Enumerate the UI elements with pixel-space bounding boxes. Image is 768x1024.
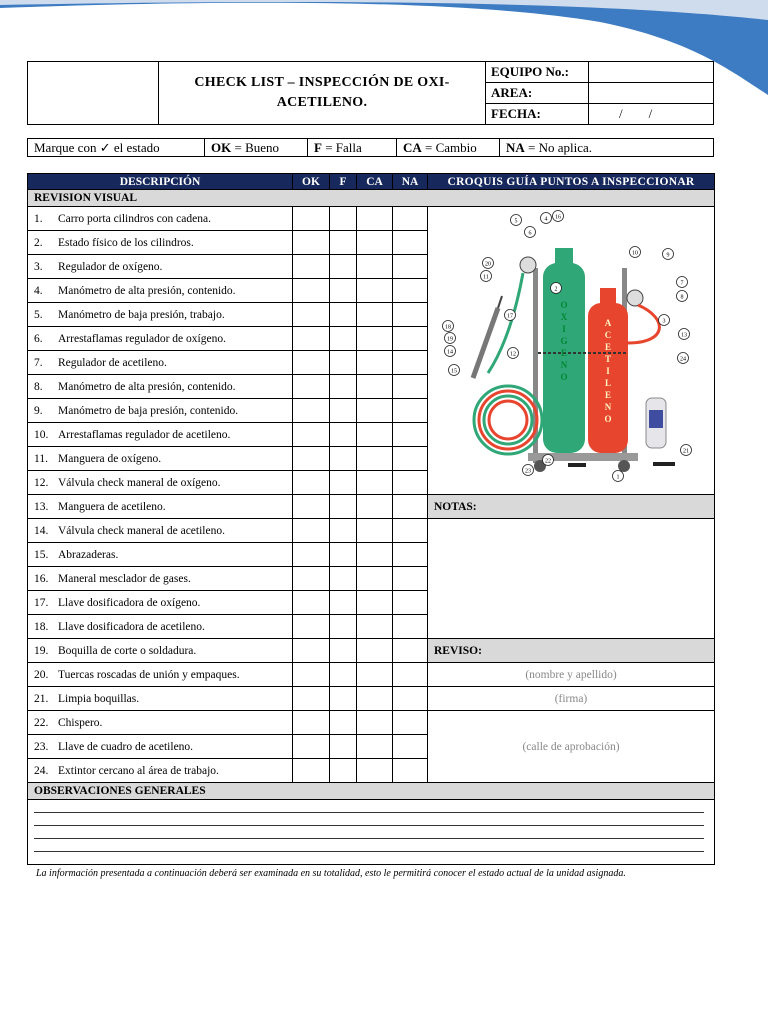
acetylene-letter: I xyxy=(606,366,610,376)
check-ok-cell[interactable] xyxy=(293,255,330,279)
check-f-cell[interactable] xyxy=(330,735,357,759)
callout-number: 6 xyxy=(528,230,532,237)
check-ca-cell[interactable] xyxy=(357,591,393,615)
observaciones-field[interactable] xyxy=(28,800,715,865)
reviso-field[interactable]: (firma) xyxy=(428,687,715,711)
equipo-label: EQUIPO No.: xyxy=(486,62,589,83)
oxygen-cylinder xyxy=(543,263,585,453)
check-ok-cell[interactable] xyxy=(293,279,330,303)
check-na-cell[interactable] xyxy=(393,759,428,783)
callout-marker xyxy=(511,215,522,226)
callout-marker xyxy=(483,258,494,269)
callout-marker xyxy=(541,213,552,224)
check-ok-cell[interactable] xyxy=(293,447,330,471)
callout-marker xyxy=(681,445,692,456)
item-description xyxy=(28,303,293,327)
obs-line xyxy=(34,800,704,813)
item-description xyxy=(28,663,293,687)
item-text: Válvula check maneral de oxígeno. xyxy=(58,476,221,489)
callout-marker xyxy=(663,249,674,260)
item-text: Maneral mesclador de gases. xyxy=(58,572,191,585)
check-na-cell[interactable] xyxy=(393,615,428,639)
callout-number: 19 xyxy=(447,336,453,343)
table-row xyxy=(28,687,715,711)
check-na-cell[interactable] xyxy=(393,543,428,567)
check-na-cell[interactable] xyxy=(393,495,428,519)
header-table xyxy=(27,61,714,125)
item-text: Válvula check maneral de acetileno. xyxy=(58,524,225,537)
callout-number: 2 xyxy=(554,286,558,293)
legend-f: F = Falla xyxy=(308,139,397,157)
legend-ok: OK = Bueno xyxy=(205,139,308,157)
check-f-cell[interactable] xyxy=(330,303,357,327)
check-na-cell[interactable] xyxy=(393,567,428,591)
item-description xyxy=(28,687,293,711)
check-f-cell[interactable] xyxy=(330,615,357,639)
check-f-cell[interactable] xyxy=(330,639,357,663)
check-ca-cell[interactable] xyxy=(357,279,393,303)
check-ok-cell[interactable] xyxy=(293,591,330,615)
check-na-cell[interactable] xyxy=(393,207,428,231)
item-number: 20. xyxy=(34,668,49,681)
check-f-cell[interactable] xyxy=(330,375,357,399)
check-f-cell[interactable] xyxy=(330,255,357,279)
item-text: Estado físico de los cilindros. xyxy=(58,236,194,249)
check-ca-cell[interactable] xyxy=(357,447,393,471)
check-na-cell[interactable] xyxy=(393,639,428,663)
check-ca-cell[interactable] xyxy=(357,327,393,351)
callout-number: 12 xyxy=(510,351,516,358)
table-row xyxy=(28,639,715,663)
check-ok-cell[interactable] xyxy=(293,375,330,399)
item-description xyxy=(28,351,293,375)
check-f-cell[interactable] xyxy=(330,327,357,351)
check-ok-cell[interactable] xyxy=(293,735,330,759)
reviso-field[interactable]: (calle de aprobación) xyxy=(428,711,715,783)
item-text: Manómetro de alta presión, contenido. xyxy=(58,284,236,297)
table-row xyxy=(28,495,715,519)
oxygen-letter: E xyxy=(560,348,568,358)
callout-marker xyxy=(679,329,690,340)
acetylene-letter: N xyxy=(604,402,612,412)
check-ok-cell[interactable] xyxy=(293,303,330,327)
oxygen-letter: O xyxy=(560,372,568,382)
check-ok-cell[interactable] xyxy=(293,759,330,783)
check-na-cell[interactable] xyxy=(393,519,428,543)
check-f-cell[interactable] xyxy=(330,687,357,711)
item-description xyxy=(28,639,293,663)
fecha-field[interactable]: / / xyxy=(589,104,714,125)
acetylene-letter: E xyxy=(604,390,612,400)
check-ok-cell[interactable] xyxy=(293,423,330,447)
callout-number: 17 xyxy=(507,313,513,320)
callout-marker xyxy=(677,277,688,288)
check-f-cell[interactable] xyxy=(330,399,357,423)
check-ca-cell[interactable] xyxy=(357,399,393,423)
item-number: 2. xyxy=(34,236,43,249)
item-number: 21. xyxy=(34,692,49,705)
obs-line xyxy=(34,813,704,826)
item-text: Manómetro de baja presión, contenido. xyxy=(58,404,239,417)
equipo-field[interactable] xyxy=(589,62,714,83)
fecha-label: FECHA: xyxy=(486,104,589,125)
check-f-cell[interactable] xyxy=(330,759,357,783)
acetylene-letter: O xyxy=(604,414,612,424)
footer-note: La información presentada a continuación deberá ser examinada en su totalidad, esto le permitirá conocer el estado actual de la unidad asignada. xyxy=(36,868,626,879)
item-description xyxy=(28,375,293,399)
check-ok-cell[interactable] xyxy=(293,207,330,231)
item-description xyxy=(28,255,293,279)
item-description xyxy=(28,471,293,495)
callout-number: 21 xyxy=(683,448,689,455)
item-text: Manómetro de baja presión, trabajo. xyxy=(58,308,225,321)
check-ok-cell[interactable] xyxy=(293,351,330,375)
check-ok-cell[interactable] xyxy=(293,231,330,255)
oxygen-letter: G xyxy=(560,336,568,346)
callout-number: 16 xyxy=(555,214,561,221)
item-description xyxy=(28,567,293,591)
item-number: 6. xyxy=(34,332,43,345)
item-text: Boquilla de corte o soldadura. xyxy=(58,644,197,657)
item-text: Abrazaderas. xyxy=(58,548,119,561)
check-f-cell[interactable] xyxy=(330,231,357,255)
check-ca-cell[interactable] xyxy=(357,615,393,639)
check-ok-cell[interactable] xyxy=(293,615,330,639)
item-number: 24. xyxy=(34,764,49,777)
col-descripcion: DESCRIPCIÓN xyxy=(28,174,293,190)
croquis-cell xyxy=(428,207,715,495)
acetylene-letter: C xyxy=(604,330,612,340)
check-na-cell[interactable] xyxy=(393,735,428,759)
item-number: 15. xyxy=(34,548,49,561)
callout-marker xyxy=(677,291,688,302)
reviso-field[interactable]: (nombre y apellido) xyxy=(428,663,715,687)
item-text: Arrestaflamas regulador de acetileno. xyxy=(58,428,231,441)
check-ca-cell[interactable] xyxy=(357,567,393,591)
check-ok-cell[interactable] xyxy=(293,543,330,567)
item-description xyxy=(28,735,293,759)
item-number: 9. xyxy=(34,404,43,417)
check-ca-cell[interactable] xyxy=(357,207,393,231)
check-ok-cell[interactable] xyxy=(293,639,330,663)
section-revision-visual: REVISION VISUAL xyxy=(28,190,715,207)
check-na-cell[interactable] xyxy=(393,591,428,615)
check-ca-cell[interactable] xyxy=(357,519,393,543)
checklist-table xyxy=(27,173,715,865)
legend-na: NA = No aplica. xyxy=(500,139,714,157)
callout-marker xyxy=(551,283,562,294)
notas-label: NOTAS: xyxy=(428,495,715,519)
check-ca-cell[interactable] xyxy=(357,495,393,519)
item-text: Chispero. xyxy=(58,716,103,729)
item-number: 4. xyxy=(34,284,43,297)
check-ok-cell[interactable] xyxy=(293,663,330,687)
check-ok-cell[interactable] xyxy=(293,567,330,591)
callout-marker xyxy=(553,211,564,222)
check-ca-cell[interactable] xyxy=(357,663,393,687)
check-na-cell[interactable] xyxy=(393,663,428,687)
check-f-cell[interactable] xyxy=(330,495,357,519)
check-na-cell[interactable] xyxy=(393,375,428,399)
callout-marker xyxy=(445,333,456,344)
check-ca-cell[interactable] xyxy=(357,759,393,783)
check-ca-cell[interactable] xyxy=(357,735,393,759)
callout-marker xyxy=(449,365,460,376)
item-number: 5. xyxy=(34,308,43,321)
check-na-cell[interactable] xyxy=(393,447,428,471)
oxygen-letter: N xyxy=(560,360,568,370)
check-f-cell[interactable] xyxy=(330,471,357,495)
check-ok-cell[interactable] xyxy=(293,327,330,351)
check-f-cell[interactable] xyxy=(330,279,357,303)
callout-number: 8 xyxy=(680,294,684,301)
check-na-cell[interactable] xyxy=(393,423,428,447)
check-ok-cell[interactable] xyxy=(293,495,330,519)
callout-number: 23 xyxy=(525,468,531,475)
item-number: 14. xyxy=(34,524,49,537)
item-description xyxy=(28,207,293,231)
check-ca-cell[interactable] xyxy=(357,231,393,255)
item-description xyxy=(28,591,293,615)
check-f-cell[interactable] xyxy=(330,567,357,591)
item-number: 7. xyxy=(34,356,43,369)
check-na-cell[interactable] xyxy=(393,471,428,495)
check-ca-cell[interactable] xyxy=(357,639,393,663)
check-ok-cell[interactable] xyxy=(293,687,330,711)
callout-number: 13 xyxy=(681,332,687,339)
item-text: Limpia boquillas. xyxy=(58,692,140,705)
item-description xyxy=(28,447,293,471)
item-description xyxy=(28,279,293,303)
legend-table xyxy=(27,138,714,157)
col-croquis: CROQUIS GUÍA PUNTOS A INSPECCIONAR xyxy=(428,174,715,190)
check-ok-cell[interactable] xyxy=(293,519,330,543)
item-text: Llave dosificadora de oxígeno. xyxy=(58,596,201,609)
obs-line xyxy=(34,826,704,839)
callout-marker xyxy=(481,271,492,282)
callout-number: 24 xyxy=(680,356,686,363)
item-text: Llave de cuadro de acetileno. xyxy=(58,740,194,753)
callout-number: 3 xyxy=(662,318,666,325)
item-number: 12. xyxy=(34,476,49,489)
callout-marker xyxy=(525,227,536,238)
col-f: F xyxy=(330,174,357,190)
section-observaciones: OBSERVACIONES GENERALES xyxy=(28,783,715,800)
item-number: 11. xyxy=(34,452,48,465)
callout-marker xyxy=(523,465,534,476)
oxyacetylene-diagram xyxy=(428,208,711,490)
item-number: 19. xyxy=(34,644,49,657)
callout-number: 11 xyxy=(483,274,489,281)
area-label: AREA: xyxy=(486,83,589,104)
callout-number: 22 xyxy=(545,458,551,465)
area-field[interactable] xyxy=(589,83,714,104)
item-description xyxy=(28,519,293,543)
check-na-cell[interactable] xyxy=(393,279,428,303)
check-ca-cell[interactable] xyxy=(357,255,393,279)
page-title: CHECK LIST – INSPECCIÓN DE OXI-ACETILENO. xyxy=(159,62,486,125)
obs-line xyxy=(34,839,704,852)
callout-marker xyxy=(508,348,519,359)
item-number: 1. xyxy=(34,212,43,225)
check-ca-cell[interactable] xyxy=(357,423,393,447)
callout-marker xyxy=(659,315,670,326)
item-text: Manómetro de alta presión, contenido. xyxy=(58,380,236,393)
item-number: 10. xyxy=(34,428,49,441)
item-text: Extintor cercano al área de trabajo. xyxy=(58,764,219,777)
callout-number: 9 xyxy=(666,252,670,259)
item-number: 18. xyxy=(34,620,49,633)
check-ca-cell[interactable] xyxy=(357,375,393,399)
check-ca-cell[interactable] xyxy=(357,303,393,327)
item-description xyxy=(28,399,293,423)
item-text: Regulador de oxígeno. xyxy=(58,260,163,273)
oxygen-letter: I xyxy=(562,324,566,334)
callout-marker xyxy=(443,321,454,332)
table-row xyxy=(28,711,715,735)
callout-marker xyxy=(678,353,689,364)
item-description xyxy=(28,543,293,567)
check-f-cell[interactable] xyxy=(330,663,357,687)
item-number: 16. xyxy=(34,572,49,585)
item-description xyxy=(28,231,293,255)
callout-number: 20 xyxy=(485,261,491,268)
check-ca-cell[interactable] xyxy=(357,543,393,567)
callout-number: 5 xyxy=(514,218,518,225)
callout-number: 18 xyxy=(445,324,451,331)
check-na-cell[interactable] xyxy=(393,711,428,735)
check-f-cell[interactable] xyxy=(330,591,357,615)
check-na-cell[interactable] xyxy=(393,231,428,255)
item-description xyxy=(28,615,293,639)
callout-marker xyxy=(543,455,554,466)
check-f-cell[interactable] xyxy=(330,207,357,231)
col-ok: OK xyxy=(293,174,330,190)
legend-marque: Marque con ✓ el estado xyxy=(28,139,205,157)
item-description xyxy=(28,711,293,735)
item-number: 22. xyxy=(34,716,49,729)
check-ca-cell[interactable] xyxy=(357,471,393,495)
check-f-cell[interactable] xyxy=(330,519,357,543)
check-ca-cell[interactable] xyxy=(357,687,393,711)
oxygen-letter: O xyxy=(560,300,568,310)
callout-marker xyxy=(505,310,516,321)
item-description xyxy=(28,759,293,783)
check-f-cell[interactable] xyxy=(330,711,357,735)
check-na-cell[interactable] xyxy=(393,303,428,327)
check-f-cell[interactable] xyxy=(330,447,357,471)
acetylene-letter: A xyxy=(604,318,612,328)
callout-marker xyxy=(630,247,641,258)
acetylene-letter: E xyxy=(604,342,612,352)
item-number: 8. xyxy=(34,380,43,393)
callout-marker xyxy=(445,346,456,357)
notas-field[interactable] xyxy=(428,519,715,639)
item-text: Arrestaflamas regulador de oxígeno. xyxy=(58,332,226,345)
checklist-body xyxy=(28,207,715,783)
item-number: 23. xyxy=(34,740,49,753)
col-na: NA xyxy=(393,174,428,190)
item-text: Regulador de acetileno. xyxy=(58,356,167,369)
check-na-cell[interactable] xyxy=(393,687,428,711)
check-na-cell[interactable] xyxy=(393,399,428,423)
callout-number: 7 xyxy=(680,280,684,287)
check-ca-cell[interactable] xyxy=(357,351,393,375)
check-ok-cell[interactable] xyxy=(293,711,330,735)
legend-ca: CA = Cambio xyxy=(397,139,500,157)
oxygen-letter: X xyxy=(560,312,568,322)
item-description xyxy=(28,327,293,351)
callout-number: 14 xyxy=(447,349,453,356)
acetylene-letter: T xyxy=(604,354,612,364)
check-ok-cell[interactable] xyxy=(293,399,330,423)
check-f-cell[interactable] xyxy=(330,543,357,567)
acetylene-letter: L xyxy=(604,378,612,388)
item-number: 13. xyxy=(34,500,49,513)
check-f-cell[interactable] xyxy=(330,351,357,375)
check-na-cell[interactable] xyxy=(393,327,428,351)
callout-number: 15 xyxy=(451,368,457,375)
callout-marker xyxy=(613,471,624,482)
item-text: Carro porta cilindros con cadena. xyxy=(58,212,211,225)
table-row xyxy=(28,519,715,543)
table-row xyxy=(28,663,715,687)
callout-number: 4 xyxy=(544,216,548,223)
logo-box xyxy=(28,62,159,125)
item-text: Manguera de acetileno. xyxy=(58,500,166,513)
item-number: 3. xyxy=(34,260,43,273)
check-ca-cell[interactable] xyxy=(357,711,393,735)
check-ok-cell[interactable] xyxy=(293,471,330,495)
table-row xyxy=(28,207,715,231)
item-description xyxy=(28,495,293,519)
callout-number: 10 xyxy=(632,250,638,257)
reviso-label: REVISO: xyxy=(428,639,715,663)
item-number: 17. xyxy=(34,596,49,609)
item-text: Llave dosificadora de acetileno. xyxy=(58,620,205,633)
col-ca: CA xyxy=(357,174,393,190)
check-na-cell[interactable] xyxy=(393,351,428,375)
callout-number: 1 xyxy=(616,474,620,481)
item-text: Manguera de oxígeno. xyxy=(58,452,162,465)
check-f-cell[interactable] xyxy=(330,423,357,447)
item-description xyxy=(28,423,293,447)
check-na-cell[interactable] xyxy=(393,255,428,279)
item-text: Tuercas roscadas de unión y empaques. xyxy=(58,668,240,681)
